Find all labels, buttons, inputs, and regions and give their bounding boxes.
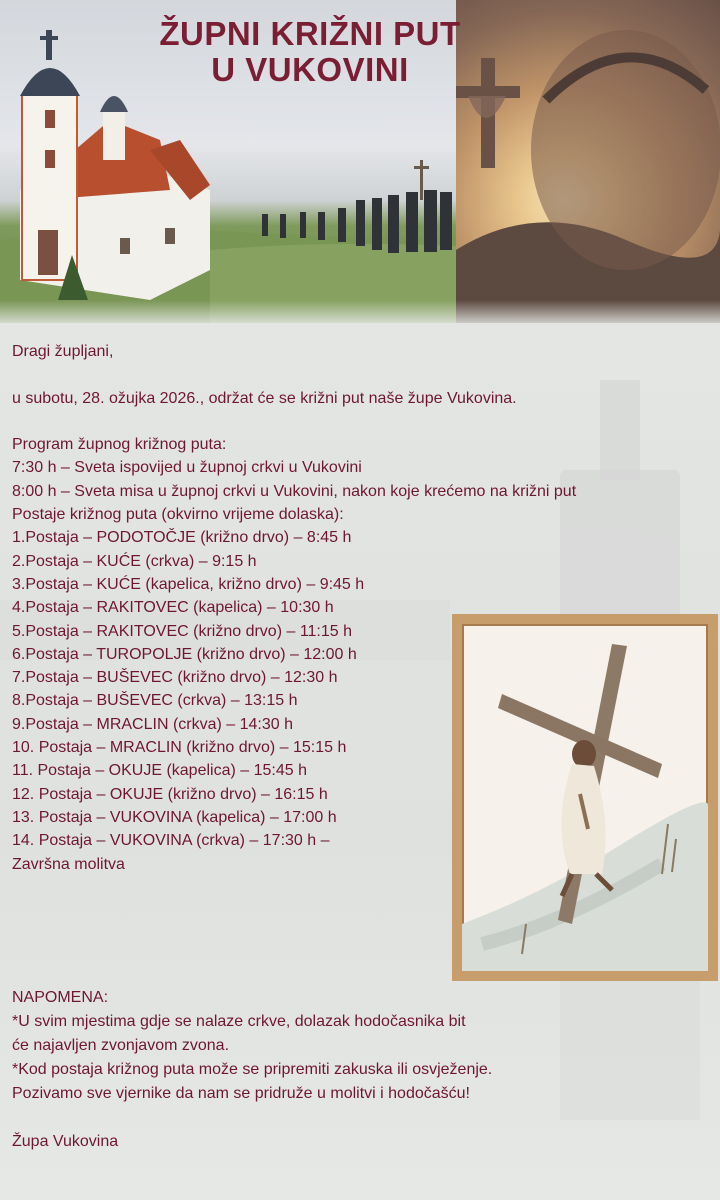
title-line-2: U VUKOVINI xyxy=(211,51,409,88)
program-heading: Program župnog križnog puta: xyxy=(12,436,227,454)
banner-fade xyxy=(0,300,720,323)
signature: Župa Vukovina xyxy=(12,1133,119,1150)
station-item: 8.Postaja – BUŠEVEC (crkva) – 13:15 h xyxy=(12,692,298,710)
stations-heading: Postaje križnog puta (okvirno vrijeme dolaska): xyxy=(12,506,344,524)
note-line: *Kod postaja križnog puta može se pripremiti zakuska ili osvježenje. xyxy=(12,1061,493,1078)
intro-text: u subotu, 28. ožujka 2026., održat će se križni put naše župe Vukovina. xyxy=(12,389,517,407)
greeting: Dragi župljani, xyxy=(12,343,114,360)
station-item: 11. Postaja – OKUJE (kapelica) – 15:45 h xyxy=(12,762,307,780)
station-item: 13. Postaja – VUKOVINA (kapelica) – 17:00 h xyxy=(12,808,337,826)
title-line-1: ŽUPNI KRIŽNI PUT xyxy=(159,15,461,52)
jesus-carrying-cross-illustration xyxy=(462,624,708,971)
station-item: 9.Postaja – MRACLIN (crkva) – 14:30 h xyxy=(12,715,294,733)
station-item: 12. Postaja – OKUJE (križno drvo) – 16:15 h xyxy=(12,785,328,803)
program-item: 8:00 h – Sveta misa u župnoj crkvi u Vukovini, nakon koje krećemo na križni put xyxy=(12,482,577,500)
station-item: 4.Postaja – RAKITOVEC (kapelica) – 10:30 h xyxy=(12,599,334,617)
page-title xyxy=(0,16,620,88)
note-line: *U svim mjestima gdje se nalaze crkve, dolazak hodočasnika bit xyxy=(12,1013,466,1030)
note-line: Pozivamo sve vjernike da nam se pridruže u molitvi i hodočašću! xyxy=(12,1085,470,1102)
station-item-closing: Završna molitva xyxy=(12,855,125,873)
station-item: 5.Postaja – RAKITOVEC (križno drvo) – 11:15 h xyxy=(12,622,353,640)
station-item: 10. Postaja – MRACLIN (križno drvo) – 15:15 h xyxy=(12,739,347,757)
header-banner xyxy=(0,0,720,323)
station-item: 14. Postaja – VUKOVINA (crkva) – 17:30 h – xyxy=(12,832,330,850)
station-item: 6.Postaja – TUROPOLJE (križno drvo) – 12:00 h xyxy=(12,645,357,663)
station-item: 7.Postaja – BUŠEVEC (križno drvo) – 12:30 h xyxy=(12,669,338,687)
station-item: 1.Postaja – PODOTOČJE (križno drvo) – 8:45 h xyxy=(12,529,352,547)
notes-section xyxy=(12,986,712,1154)
note-line: će najavljen zvonjavom zvona. xyxy=(12,1037,230,1054)
framed-painting xyxy=(452,614,718,981)
station-item: 2.Postaja – KUĆE (crkva) – 9:15 h xyxy=(12,552,257,570)
notes-heading: NAPOMENA: xyxy=(12,989,109,1006)
program-item: 7:30 h – Sveta ispovijed u župnoj crkvi u Vukovini xyxy=(12,459,362,477)
station-item: 3.Postaja – KUĆE (kapelica, križno drvo) – 9:45 h xyxy=(12,575,365,593)
